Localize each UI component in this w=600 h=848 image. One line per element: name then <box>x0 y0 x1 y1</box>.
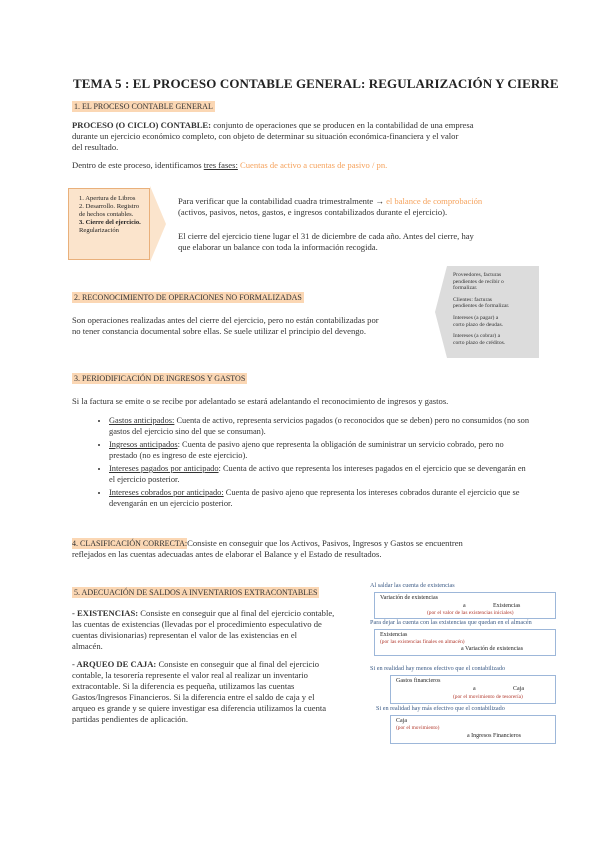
section-1-definition <box>72 120 542 153</box>
close-line-1: El cierre del ejercicio tiene lugar el 31 de diciembre de cada año. Antes del cierre, hay <box>178 231 474 241</box>
note-line: corto plazo de deudas. <box>453 321 504 328</box>
section-3-heading: 3. PERIODIFICACIÓN DE INGRESOS Y GASTOS <box>74 374 246 383</box>
step-2-cont: de hechos contables. <box>79 211 134 218</box>
diagram-label-1: Al saldar las cuenta de existencias <box>370 582 455 589</box>
phases-line <box>72 160 542 171</box>
entry-box-1 <box>374 592 556 619</box>
ex-line: cuentas divisionarias) representan el valor de las existencias en el <box>72 630 298 640</box>
ex-line: Consiste en conseguir que al final del ejercicio contable, <box>140 608 335 618</box>
note-line: Proveedores, facturas <box>453 272 502 278</box>
entry-4-note: (por el movimiento) <box>396 725 440 731</box>
section-3-list <box>93 415 533 509</box>
verify-link: el balance de comprobación <box>386 196 483 206</box>
item-term: Intereses cobrados por anticipado: <box>109 488 224 497</box>
side-note-arrow <box>435 266 447 358</box>
list-item <box>109 415 533 437</box>
step-3-cont: Regularización <box>79 227 119 234</box>
entry-1-debit: Variación de existencias <box>380 595 438 601</box>
caja-line: arqueo es grande y se quiere investigar esa diferencia utilizamos la cuenta <box>72 703 327 713</box>
entry-2-note: (por las existencias finales en almacén) <box>380 639 465 645</box>
caja-line: contable, la tesorería represente el valor real al realizar un inventario <box>72 670 308 680</box>
note-line: Clientes: facturas <box>453 296 492 303</box>
section-4-heading: 4. CLASIFICACIÓN CORRECTA: <box>72 539 188 548</box>
note-line: pendientes de recibir o <box>453 278 504 285</box>
step-3: 3. Cierre del ejercicio. <box>79 219 141 226</box>
definition-text-2: durante un ejercicio económico completo, con objeto de determinar su situación económica-financiera y el valor <box>72 131 459 141</box>
steps-arrow-shape <box>150 186 166 262</box>
entry-2-debit: Existencias <box>380 632 408 638</box>
entry-3-debit: Gastos financieros <box>396 678 441 684</box>
section-2-line-1: Son operaciones realizadas antes del cierre del ejercicio, pero no están contabilizadas por <box>72 315 379 325</box>
caja-line: partidas pendientes de aplicación. <box>72 714 188 724</box>
entry-box-2 <box>374 629 556 656</box>
item-term: Ingresos anticipados <box>109 440 178 449</box>
phases-lead: Dentro de este proceso, identificamos <box>72 160 202 170</box>
caja-term: - ARQUEO DE CAJA: <box>72 659 157 669</box>
note-line: corto plazo de créditos. <box>453 339 506 346</box>
list-item <box>109 487 533 509</box>
verify-line-2: (activos, pasivos, netos, gastos, e ingresos contabilizados durante el ejercicio). <box>178 207 448 217</box>
list-item <box>109 463 533 485</box>
existencias-block <box>72 608 362 652</box>
caja-block <box>72 659 362 725</box>
entry-3-note: (por el movimiento de tesorería) <box>453 694 523 700</box>
ex-line: las cuentas de existencias (llevadas por el procedimiento especulativo de <box>72 619 322 629</box>
caja-line: Consiste en conseguir que al final del ejercicio <box>158 659 320 669</box>
item-text: : Cuenta de pasivo ajeno que representa la obligación de suministrar un servicio cobrado, pero no prestado (no es ingreso de este ejercicio). <box>109 440 504 460</box>
phases-tail: Cuentas de activo a cuentas de pasivo / pn. <box>240 160 388 170</box>
entry-4-debit: Caja <box>396 718 407 724</box>
definition-term: PROCESO (O CICLO) CONTABLE: <box>72 120 212 130</box>
section-5-heading: 5. ADECUACIÓN DE SALDOS A INVENTARIOS EXTRACONTABLES <box>74 588 318 597</box>
list-item <box>109 439 533 461</box>
item-text: Cuenta de pasivo ajeno que representa los intereses cobrados durante el ejercicio que se devengarán en un ejercicio posterior. <box>109 488 520 508</box>
entry-1-credit: Existencias <box>493 603 521 609</box>
item-term: Gastos anticipados: <box>109 416 175 425</box>
definition-text-1: conjunto de operaciones que se producen en la contabilidad de una empresa <box>213 120 474 130</box>
caja-line: Gastos/Ingresos Financieros. Si la diferencia entre el saldo de caja y el <box>72 692 315 702</box>
entry-3-credit: Caja <box>513 686 524 692</box>
definition-text-3: del resultado. <box>72 142 119 152</box>
verify-text <box>178 196 543 218</box>
caja-line: extracontable. Si la diferencia es pequeña, utilizamos las cuentas <box>72 681 295 691</box>
note-line: Intereses (a pagar) a <box>453 314 499 321</box>
section-4-line-2: reflejados en las cuentas adecuadas antes de elaborar el Balance y el Estado de resultados. <box>72 549 382 559</box>
item-term: Intereses pagados por anticipado <box>109 464 219 473</box>
phases-word: tres fases: <box>203 160 238 170</box>
section-1-heading: 1. EL PROCESO CONTABLE GENERAL <box>74 102 213 111</box>
steps-box <box>68 188 150 260</box>
note-line: Intereses (a cobrar) a <box>453 333 501 340</box>
diagram-label-2: Para dejar la cuenta con las existencias que quedan en el almacén <box>370 619 532 626</box>
entry-1-a: a <box>463 603 466 609</box>
diagram-label-4: Si en realidad hay más efectivo que el contabilizado <box>376 705 505 712</box>
entry-box-4 <box>390 715 556 744</box>
section-4-line-1: Consiste en conseguir que los Activos, Pasivos, Ingresos y Gastos se encuentren <box>187 538 463 548</box>
item-text: Cuenta de activo, representa servicios pagados (o reconocidos que se deben) pero no consumidos (no son gastos del ejercicio sino del que se consuman). <box>109 416 530 436</box>
ex-line: almacén. <box>72 641 103 651</box>
note-line: formalizar. <box>453 285 478 292</box>
entry-4-credit: a Ingresos Financieros <box>467 733 521 739</box>
entry-2-credit: a Variación de existencias <box>461 646 524 652</box>
section-2-heading: 2. RECONOCIMIENTO DE OPERACIONES NO FORMALIZADAS <box>74 293 302 302</box>
note-line: pendientes de formalizar. <box>453 303 510 310</box>
section-2-line-2: no tener constancia documental sobre ellas. Se suele utilizar el principio del devengo. <box>72 326 366 336</box>
close-text <box>178 231 543 253</box>
verify-line-1: Para verificar que la contabilidad cuadra trimestralmente → <box>178 196 384 206</box>
existencias-term: - EXISTENCIAS: <box>72 608 139 618</box>
section-2-text <box>72 315 432 337</box>
close-line-2: que elaborar un balance con toda la información recogida. <box>178 242 378 252</box>
section-4 <box>72 538 552 560</box>
diagram-label-3: Si en realidad hay menos efectivo que el contabilizado <box>370 665 506 672</box>
entry-1-note: (por el valor de las existencias iniciales) <box>427 610 514 616</box>
page-title: TEMA 5 : EL PROCESO CONTABLE GENERAL: REGULARIZACIÓN Y CIERRE <box>73 76 559 91</box>
entry-box-3 <box>390 675 556 704</box>
entry-3-a: a <box>473 686 476 692</box>
section-3-intro: Si la factura se emite o se recibe por adelantado se estará adelantando el reconocimiento de ingresos y gastos. <box>72 396 449 406</box>
item-text: : Cuenta de activo que representa los intereses pagados en el ejercicio que se devengarán en el ejercicio posterior. <box>109 464 526 484</box>
step-2: 2. Desarrollo. Registro <box>79 203 140 210</box>
side-note <box>447 266 539 358</box>
step-1: 1. Apertura de Libros <box>79 195 136 202</box>
entries-diagram <box>368 582 558 742</box>
